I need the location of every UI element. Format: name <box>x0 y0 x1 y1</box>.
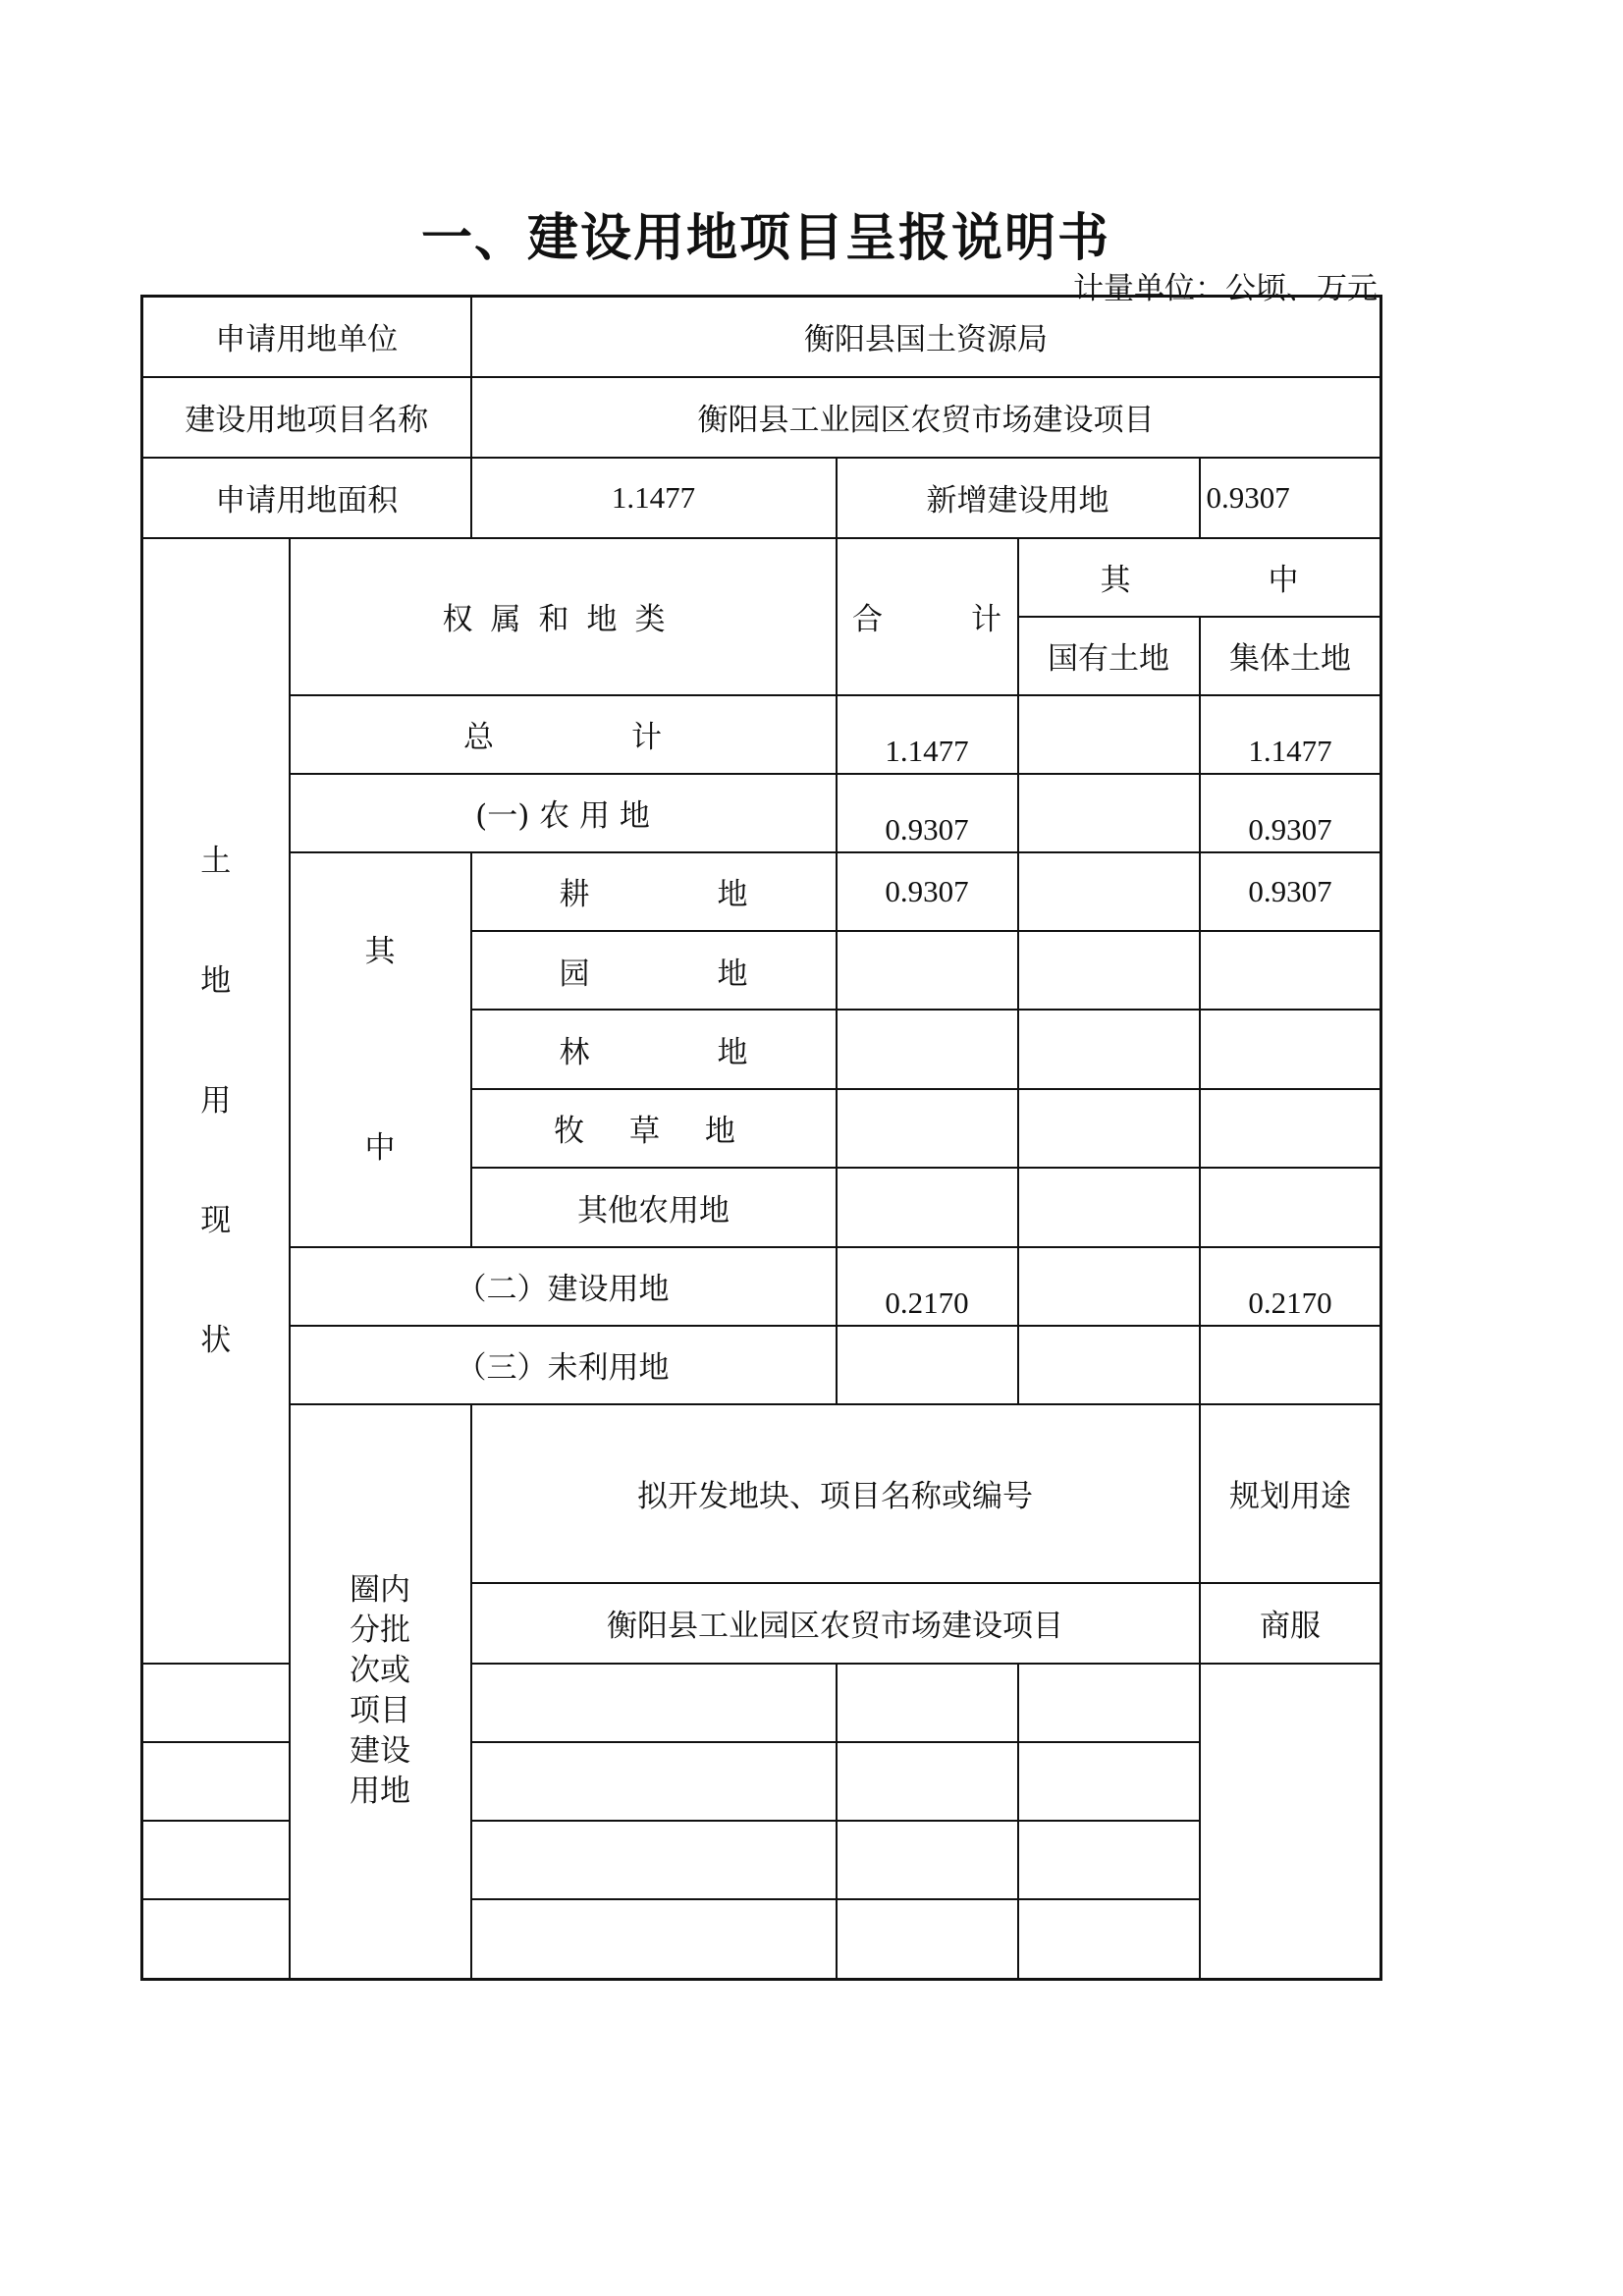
forest-label-b: 地 <box>717 1034 748 1070</box>
pasture-sum <box>837 1089 1018 1168</box>
side-char: 状 <box>200 1322 232 1358</box>
side-char: 地 <box>200 962 232 999</box>
forest-label-a: 林 <box>559 1034 590 1070</box>
arable-collective: 0.9307 <box>1200 852 1381 931</box>
farm-state <box>1018 774 1200 852</box>
side-char: 土 <box>200 843 232 879</box>
arable-label <box>471 852 837 931</box>
batch-row-name <box>142 1821 837 1899</box>
unused-sum <box>837 1326 1018 1404</box>
unit-note: 计量单位：公顷、万元 <box>1073 271 1378 306</box>
side-char: 现 <box>200 1202 232 1238</box>
among-header-a: 其 <box>1100 563 1131 598</box>
batch-side-line: 用地 <box>350 1774 410 1810</box>
garden-label-a: 园 <box>559 956 590 992</box>
batch-side-line: 分批 <box>350 1613 410 1649</box>
other-farm-state <box>1018 1168 1200 1246</box>
garden-sum <box>837 931 1018 1010</box>
project-label: 建设用地项目名称 <box>142 377 471 458</box>
other-farm-label: 其他农用地 <box>471 1168 837 1246</box>
area-value: 1.1477 <box>471 458 837 538</box>
document-title: 一、建设用地项目呈报说明书 <box>420 209 1110 268</box>
garden-label-b: 地 <box>717 956 748 992</box>
total-row <box>142 695 1381 774</box>
applicant-row <box>142 297 1381 377</box>
batch-row <box>142 1899 1381 1980</box>
unused-row <box>142 1326 1381 1404</box>
land-status-head-row <box>142 538 1381 617</box>
new-land-label: 新增建设用地 <box>837 458 1200 538</box>
pasture-label: 牧 草 地 <box>471 1089 837 1168</box>
applicant-label: 申请用地单位 <box>142 297 471 377</box>
new-land-value: 0.9307 <box>1200 458 1381 538</box>
total-label-a: 总 <box>463 720 494 755</box>
batch-row <box>142 1821 1381 1899</box>
batch-row-use <box>837 1899 1018 1980</box>
batch-use-header: 规划用途 <box>1200 1404 1381 1583</box>
construction-row <box>142 1247 1381 1326</box>
farm-collective: 0.9307 <box>1200 774 1381 852</box>
farm-row <box>142 774 1381 852</box>
construction-sum: 0.2170 <box>837 1247 1018 1326</box>
forest-label <box>471 1010 837 1088</box>
project-value: 衡阳县工业园区农贸市场建设项目 <box>471 377 1381 458</box>
unused-state <box>1018 1326 1200 1404</box>
area-label: 申请用地面积 <box>142 458 471 538</box>
pasture-collective <box>1200 1089 1381 1168</box>
construction-collective: 0.2170 <box>1200 1247 1381 1326</box>
other-farm-sum <box>837 1168 1018 1246</box>
among-header <box>1018 538 1381 617</box>
construction-state <box>1018 1247 1200 1326</box>
land-status-side-label <box>142 538 290 1664</box>
batch-row <box>142 1664 1381 1742</box>
among-char: 中 <box>364 1129 396 1166</box>
unused-label: （三）未利用地 <box>290 1326 837 1404</box>
pasture-state <box>1018 1089 1200 1168</box>
total-header-b: 计 <box>971 602 1001 637</box>
area-row <box>142 458 1381 538</box>
construction-label: （二）建设用地 <box>290 1247 837 1326</box>
garden-label <box>471 931 837 1010</box>
total-sum: 1.1477 <box>837 695 1018 774</box>
arable-label-b: 地 <box>717 877 748 913</box>
batch-row-area <box>1018 1899 1200 1980</box>
total-label-b: 计 <box>631 720 662 755</box>
batch-name-header: 拟开发地块、项目名称或编号 <box>471 1404 1200 1583</box>
unused-collective <box>1200 1326 1381 1404</box>
batch-row-use <box>837 1664 1018 1742</box>
total-collective: 1.1477 <box>1200 695 1381 774</box>
among-side-label <box>290 852 471 1247</box>
arable-sum: 0.9307 <box>837 852 1018 931</box>
arable-row <box>142 852 1381 931</box>
batch-row-name <box>142 1899 837 1980</box>
owner-type-header: 权属和地类 <box>290 538 837 695</box>
garden-collective <box>1200 931 1381 1010</box>
batch-row-use <box>837 1821 1018 1899</box>
farm-row-label: (一) 农 用 地 <box>290 774 837 852</box>
batch-row <box>142 1742 1381 1821</box>
among-header-b: 中 <box>1268 563 1299 598</box>
side-char: 用 <box>200 1082 232 1119</box>
total-header <box>837 538 1018 695</box>
collective-land-header: 集体土地 <box>1200 617 1381 695</box>
batch-side-line: 建设 <box>350 1733 410 1770</box>
batch-row-area <box>1018 1821 1200 1899</box>
batch-row-name <box>142 1664 837 1742</box>
batch-head-row <box>142 1404 1381 1583</box>
state-land-header: 国有土地 <box>1018 617 1200 695</box>
batch-side-line: 项目 <box>350 1693 410 1729</box>
other-farm-collective <box>1200 1168 1381 1246</box>
total-state <box>1018 695 1200 774</box>
batch-row-name: 衡阳县工业园区农贸市场建设项目 <box>471 1583 1200 1664</box>
arable-label-a: 耕 <box>559 877 590 913</box>
arable-state <box>1018 852 1200 931</box>
forest-collective <box>1200 1010 1381 1088</box>
batch-row-area <box>1018 1664 1200 1742</box>
batch-row-area <box>1018 1742 1200 1821</box>
farm-sum: 0.9307 <box>837 774 1018 852</box>
land-report-table <box>140 295 1382 1981</box>
batch-side-line: 次或 <box>350 1653 410 1689</box>
batch-row-use: 商服 <box>1200 1583 1381 1664</box>
among-char: 其 <box>364 933 396 969</box>
garden-state <box>1018 931 1200 1010</box>
forest-state <box>1018 1010 1200 1088</box>
applicant-value: 衡阳县国土资源局 <box>471 297 1381 377</box>
total-header-a: 合 <box>852 602 883 637</box>
batch-row-use <box>837 1742 1018 1821</box>
total-row-label <box>290 695 837 774</box>
forest-sum <box>837 1010 1018 1088</box>
batch-side-line: 圈内 <box>350 1572 410 1609</box>
batch-row-name <box>142 1742 837 1821</box>
project-name-row <box>142 377 1381 458</box>
